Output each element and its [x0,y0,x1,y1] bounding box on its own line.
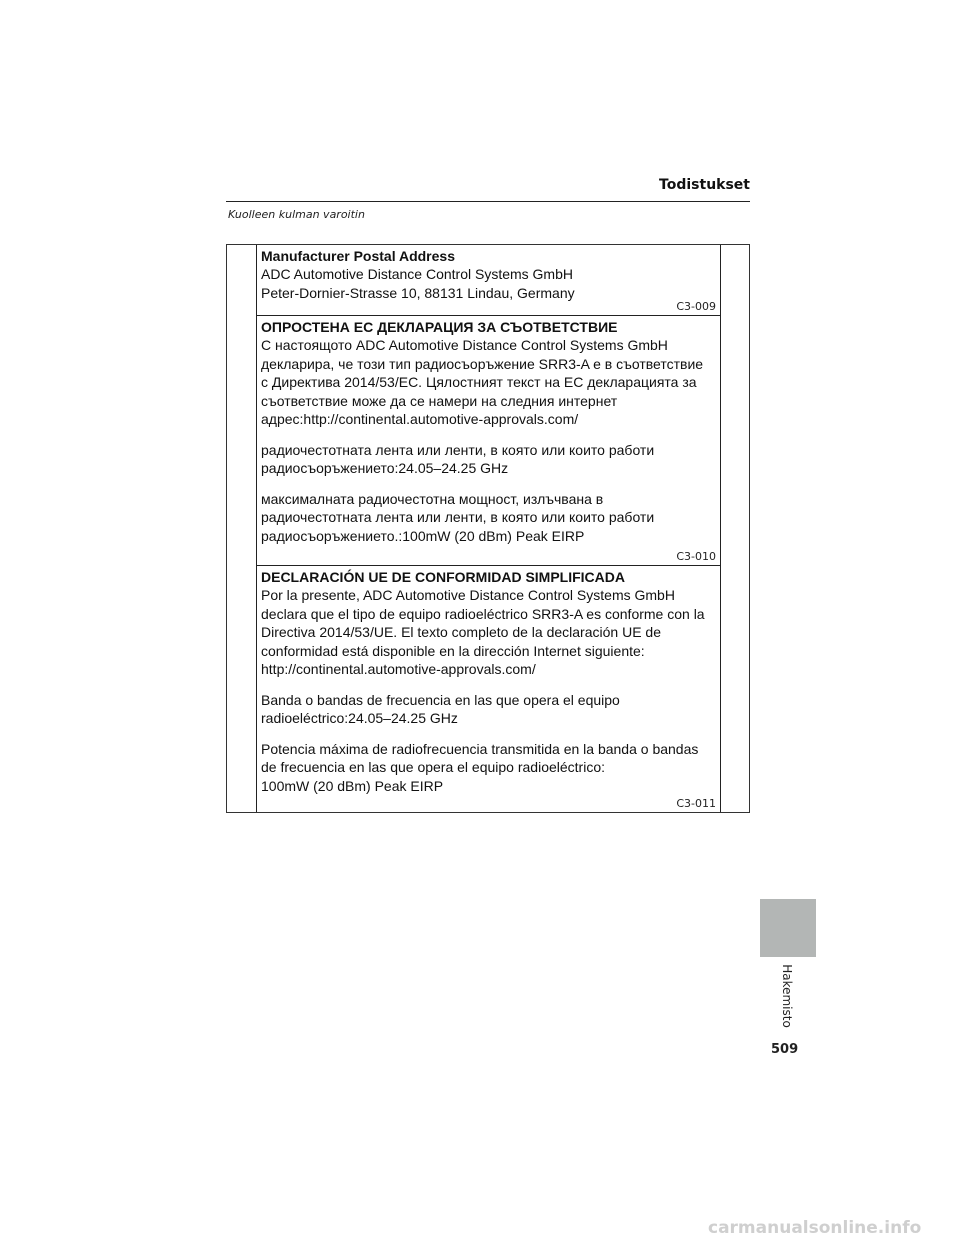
chapter-tab [760,899,816,957]
text-line: съответствие може да се намери на следния интернет [261,392,618,409]
manufacturer-address-section [257,245,720,316]
figure-code: C3-011 [676,797,716,810]
text-line: ADC Automotive Distance Control Systems GmbH [261,266,573,282]
text-line: Potencia máxima de radiofrecuencia transmitida en la banda o bandas [261,740,699,757]
text-line: радиосъоръжението.:100mW (20 dBm) Peak EIRP [261,527,585,544]
text-line: максималната радиочестотна мощност, излъчвана в [261,490,604,507]
section-title: DECLARACIÓN UE DE CONFORMIDAD SIMPLIFICADA [261,569,625,585]
text-line: Banda o bandas de frecuencia en las que opera el equipo [261,691,620,708]
spanish-declaration-section [257,566,720,812]
header-title: Todistukset [659,177,750,193]
watermark: carmanualsonline.info [708,1218,922,1238]
text-line: С настоящото ADC Automotive Distance Control Systems GmbH [261,337,668,353]
section-title: Manufacturer Postal Address [261,248,455,264]
text-line: radioeléctrico:24.05–24.25 GHz [261,710,458,726]
page-header [226,175,750,202]
certificate-table [226,244,750,813]
text-line: радиочестотната лента или ленти, в която или които работи [261,441,655,458]
figure-code: C3-009 [676,300,716,313]
text-line: 100mW (20 dBm) Peak EIRP [261,777,444,794]
text-line: conformidad está disponible en la dirección Internet siguiente: [261,642,645,659]
bulgarian-declaration-section [257,316,720,566]
certificate-content-column [256,245,721,812]
text-line: de frecuencia en las que opera el equipo radioeléctrico: [261,759,606,775]
text-line: радиочестотната лента или ленти, в която или които работи [261,509,655,525]
text-line: Peter-Dornier-Strasse 10, 88131 Lindau, Germany [261,284,575,301]
page-number: 509 [771,1042,799,1057]
figure-code: C3-010 [676,550,716,563]
text-line: http://continental.automotive-approvals.com/ [261,661,536,677]
text-line: адрес:http://continental.automotive-approvals.com/ [261,411,579,427]
text-line: declara que el tipo de equipo radioeléctrico SRR3-A es conforme con la [261,605,705,622]
text-line: декларира, че този тип радиосъоръжение SRR3-A е в съответствие [261,355,704,372]
text-line: с Директива 2014/53/ЕС. Цялостният текст на ЕС декларацията за [261,374,697,390]
section-title: ОПРОСТЕНА ЕС ДЕКЛАРАЦИЯ ЗА СЪОТВЕТСТВИЕ [261,319,618,335]
chapter-label [778,960,796,1032]
chapter-label-text: Hakemisto [780,964,794,1028]
text-line: Directiva 2014/53/UE. El texto completo de la declaración UE de [261,624,661,640]
text-line: Por la presente, ADC Automotive Distance Control Systems GmbH [261,587,675,603]
text-line: радиосъоръжението:24.05–24.25 GHz [261,460,509,476]
section-subtitle: Kuolleen kulman varoitin [228,208,365,221]
